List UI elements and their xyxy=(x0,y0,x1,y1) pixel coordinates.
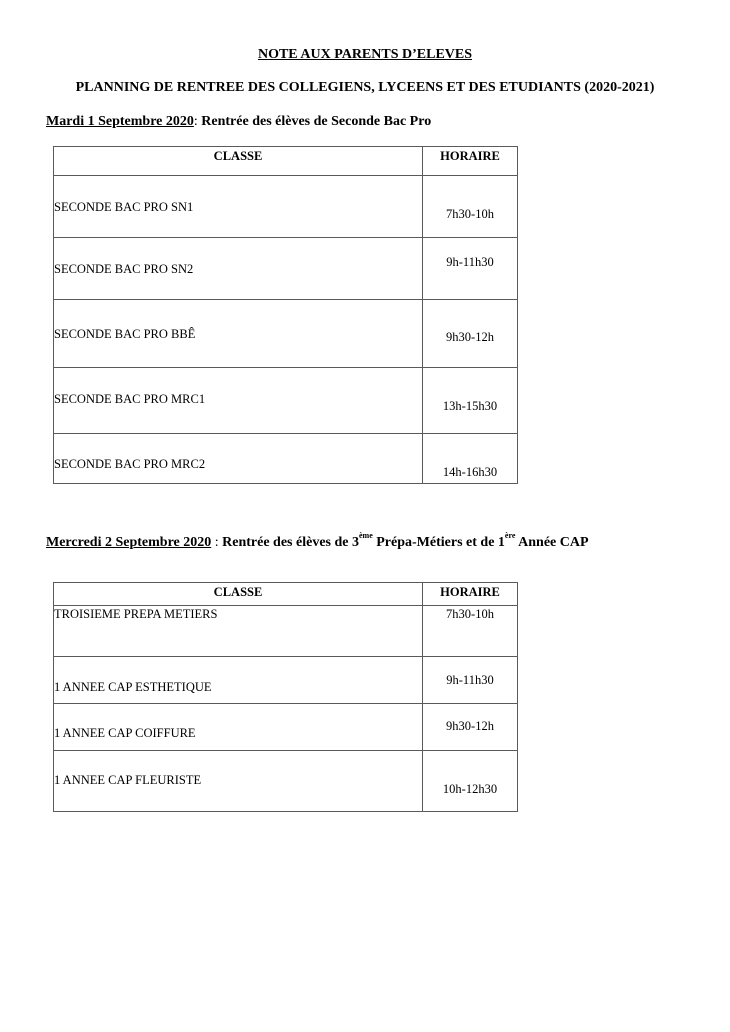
table-row xyxy=(54,176,518,238)
class-name: 1 ANNEE CAP COIFFURE xyxy=(54,726,196,740)
class-name: SECONDE BAC PRO SN1 xyxy=(54,200,194,214)
class-cell xyxy=(54,606,423,657)
time-value: 9h30-12h xyxy=(446,719,494,733)
section-separator: : xyxy=(211,535,219,550)
time-cell xyxy=(423,434,518,484)
table-row xyxy=(54,751,518,812)
schedule-table-cap xyxy=(53,582,518,812)
section-text-a: Rentrée des élèves de 3 xyxy=(222,535,359,550)
section-heading-mercredi xyxy=(46,531,589,551)
class-name: SECONDE BAC PRO MRC2 xyxy=(54,457,206,471)
table-row xyxy=(54,657,518,704)
section-text: Rentrée des élèves de Seconde Bac Pro xyxy=(201,114,432,129)
time-cell xyxy=(423,300,518,368)
section-date: Mercredi 2 Septembre 2020 xyxy=(46,535,212,550)
time-value: 13h-15h30 xyxy=(442,399,498,413)
table-row xyxy=(54,704,518,751)
header-horaire: HORAIRE xyxy=(423,583,518,606)
table-header-row xyxy=(54,583,518,606)
planning-title: PLANNING DE RENTREE DES COLLEGIENS, LYCEENS ET DES ETUDIANTS (2020-2021) xyxy=(75,80,655,95)
header-classe: CLASSE xyxy=(54,583,423,606)
class-name: TROISIEME PREPA METIERS xyxy=(54,607,218,621)
section-text-b: Prépa-Métiers et de 1 xyxy=(372,535,505,550)
class-cell xyxy=(54,238,423,300)
class-cell xyxy=(54,657,423,704)
table-row xyxy=(54,434,518,484)
table-row xyxy=(54,238,518,300)
class-name: SECONDE BAC PRO MRC1 xyxy=(54,392,206,406)
time-value: 7h30-10h xyxy=(446,207,494,221)
time-value: 9h-11h30 xyxy=(446,673,494,687)
table-row xyxy=(54,368,518,434)
time-cell xyxy=(423,606,518,657)
time-cell xyxy=(423,368,518,434)
class-name: 1 ANNEE CAP FLEURISTE xyxy=(54,773,202,787)
class-cell xyxy=(54,751,423,812)
time-cell xyxy=(423,657,518,704)
class-name: 1 ANNEE CAP ESTHETIQUE xyxy=(54,680,212,694)
time-value: 7h30-10h xyxy=(446,607,494,621)
schedule-table-seconde xyxy=(53,146,518,484)
section-text-c: Année CAP xyxy=(515,535,589,550)
time-cell xyxy=(423,751,518,812)
section-separator: : xyxy=(193,114,198,129)
time-cell xyxy=(423,238,518,300)
time-cell xyxy=(423,704,518,751)
time-value: 10h-12h30 xyxy=(442,782,498,796)
class-cell xyxy=(54,176,423,238)
superscript-eme: ème xyxy=(358,531,373,540)
class-cell xyxy=(54,704,423,751)
section-heading-mardi xyxy=(46,114,431,130)
note-title: NOTE AUX PARENTS D’ELEVES xyxy=(257,47,473,62)
time-value: 14h-16h30 xyxy=(442,465,498,479)
table-header-row xyxy=(54,147,518,176)
superscript-ere: ère xyxy=(504,531,516,540)
class-cell xyxy=(54,300,423,368)
class-cell xyxy=(54,434,423,484)
class-cell xyxy=(54,368,423,434)
section-date: Mardi 1 Septembre 2020 xyxy=(46,114,194,129)
header-horaire: HORAIRE xyxy=(423,147,518,176)
time-value: 9h-11h30 xyxy=(446,255,494,269)
class-name: SECONDE BAC PRO BBÊ xyxy=(54,327,196,341)
time-value: 9h30-12h xyxy=(446,330,494,344)
time-cell xyxy=(423,176,518,238)
table-row xyxy=(54,300,518,368)
table-row xyxy=(54,606,518,657)
header-classe: CLASSE xyxy=(54,147,423,176)
class-name: SECONDE BAC PRO SN2 xyxy=(54,262,194,276)
